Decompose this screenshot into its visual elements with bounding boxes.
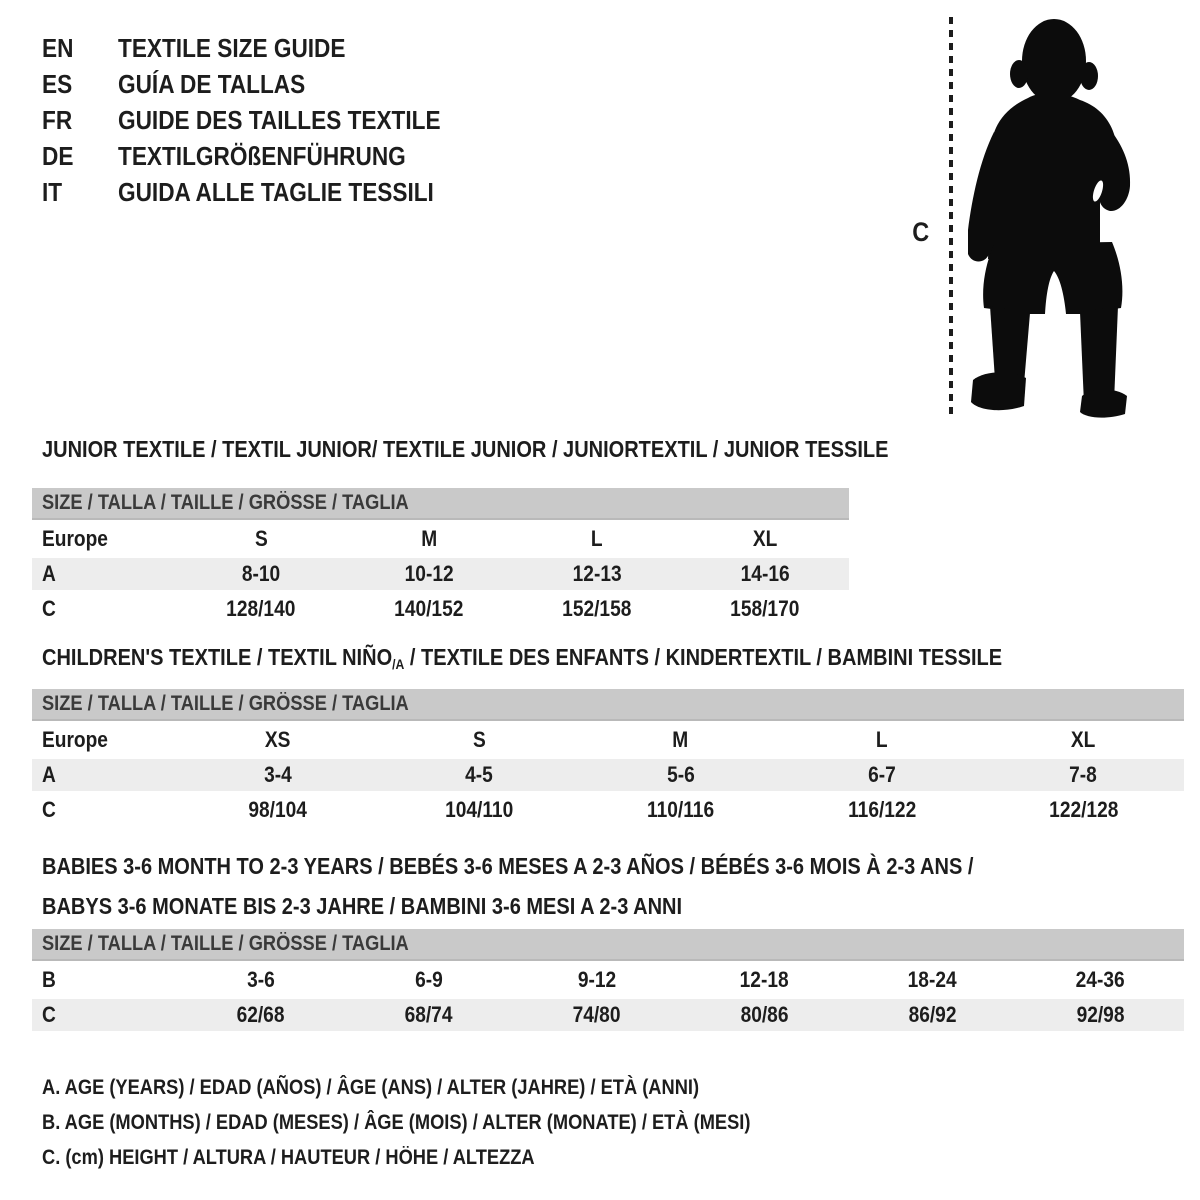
size-value-cell: 8-10 <box>241 561 281 586</box>
language-code: ES <box>42 69 73 99</box>
children-section-title: CHILDREN'S TEXTILE / TEXTIL NIÑO/A / TEXTILE DES ENFANTS / KINDERTEXTIL / BAMBINI TESSILE <box>42 644 1003 672</box>
language-row-it <box>42 174 489 210</box>
size-value-cell: 122/128 <box>1048 797 1118 822</box>
row-label: Europe <box>42 727 108 752</box>
measurement-legend <box>42 1070 856 1175</box>
size-header-bar <box>32 929 1184 961</box>
table-row <box>32 794 1184 826</box>
size-value-cell: L <box>591 526 603 551</box>
row-label: Europe <box>42 526 108 551</box>
language-code: EN <box>42 33 74 63</box>
junior-section-title: JUNIOR TEXTILE / TEXTIL JUNIOR/ TEXTILE JUNIOR / JUNIORTEXTIL / JUNIOR TESSILE <box>42 436 889 462</box>
table-row <box>32 523 849 555</box>
legend-age-months: B. AGE (MONTHS) / EDAD (MESES) / ÂGE (MOIS) / ALTER (MONATE) / ETÀ (MESI) <box>42 1111 751 1134</box>
language-row-de <box>42 138 489 174</box>
size-value-cell: XL <box>1071 727 1096 752</box>
size-value-cell: 10-12 <box>404 561 454 586</box>
guide-title-fr: GUIDE DES TAILLES TEXTILE <box>118 105 441 135</box>
guide-title-en: TEXTILE SIZE GUIDE <box>118 33 346 63</box>
babies-title-line2: BABYS 3-6 MONATE BIS 2-3 JAHRE / BAMBINI 3-6 MESI A 2-3 ANNI <box>42 893 683 919</box>
size-value-cell: 158/170 <box>730 596 800 621</box>
height-dashed-line-icon <box>949 17 953 417</box>
guide-title-es: GUÍA DE TALLAS <box>118 69 306 99</box>
size-value-cell: L <box>876 727 888 752</box>
table-row <box>32 593 849 625</box>
toddler-silhouette-icon <box>967 14 1139 419</box>
size-header-label: SIZE / TALLA / TAILLE / GRÖSSE / TAGLIA <box>42 932 409 955</box>
row-label: C <box>42 596 56 621</box>
size-value-cell: 152/158 <box>562 596 632 621</box>
size-value-cell: XL <box>752 526 778 551</box>
height-measure-figure <box>905 14 1150 422</box>
size-value-cell: 3-4 <box>263 762 292 787</box>
language-row-es <box>42 66 489 102</box>
height-measure-label: C <box>912 217 930 247</box>
row-label: B <box>42 967 56 992</box>
size-value-cell: S <box>254 526 268 551</box>
size-value-cell: M <box>421 526 437 551</box>
children-size-table <box>32 689 1184 826</box>
size-header-bar <box>32 488 849 520</box>
size-header-label: SIZE / TALLA / TAILLE / GRÖSSE / TAGLIA <box>42 692 409 715</box>
table-row <box>32 999 1184 1031</box>
row-label: C <box>42 1002 56 1027</box>
junior-size-table <box>32 488 849 625</box>
language-code: DE <box>42 141 74 171</box>
size-value-cell: 24-36 <box>1075 967 1125 992</box>
size-value-cell: 74/80 <box>572 1002 621 1027</box>
size-header-bar <box>32 689 1184 721</box>
size-value-cell: 6-9 <box>414 967 443 992</box>
size-value-cell: XS <box>264 727 291 752</box>
size-value-cell: 5-6 <box>666 762 695 787</box>
language-row-en <box>42 30 489 66</box>
size-value-cell: 86/92 <box>908 1002 957 1027</box>
size-value-cell: S <box>472 727 486 752</box>
row-label: A <box>42 561 56 586</box>
babies-section-title <box>42 846 1113 926</box>
language-row-fr <box>42 102 489 138</box>
size-value-cell: M <box>672 727 689 752</box>
language-code: IT <box>42 177 63 207</box>
size-value-cell: 12-18 <box>739 967 789 992</box>
table-row <box>32 964 1184 996</box>
legend-age-years: A. AGE (YEARS) / EDAD (AÑOS) / ÂGE (ANS) / ALTER (JAHRE) / ETÀ (ANNI) <box>42 1076 700 1099</box>
size-value-cell: 128/140 <box>226 596 296 621</box>
size-value-cell: 92/98 <box>1076 1002 1125 1027</box>
table-row <box>32 759 1184 791</box>
row-label: A <box>42 762 56 787</box>
language-code: FR <box>42 105 73 135</box>
babies-size-table <box>32 929 1184 1031</box>
guide-title-de: TEXTILGRÖßENFÜHRUNG <box>118 141 406 171</box>
language-title-list <box>42 30 489 210</box>
size-value-cell: 3-6 <box>247 967 275 992</box>
nino-a-subscript: /A <box>392 656 405 672</box>
babies-title-line1: BABIES 3-6 MONTH TO 2-3 YEARS / BEBÉS 3-6 MESES A 2-3 AÑOS / BÉBÉS 3-6 MOIS À 2-3 ANS / <box>42 853 974 879</box>
legend-height-cm: C. (cm) HEIGHT / ALTURA / HAUTEUR / HÖHE / ALTEZZA <box>42 1146 535 1169</box>
size-header-label: SIZE / TALLA / TAILLE / GRÖSSE / TAGLIA <box>42 491 409 514</box>
size-value-cell: 110/116 <box>646 797 715 822</box>
guide-title-it: GUIDA ALLE TAGLIE TESSILI <box>118 177 434 207</box>
size-value-cell: 140/152 <box>394 596 464 621</box>
size-value-cell: 14-16 <box>740 561 790 586</box>
size-value-cell: 4-5 <box>465 762 493 787</box>
size-value-cell: 6-7 <box>868 762 896 787</box>
table-row <box>32 724 1184 756</box>
size-value-cell: 12-13 <box>572 561 622 586</box>
size-value-cell: 104/110 <box>445 797 514 822</box>
size-value-cell: 68/74 <box>404 1002 453 1027</box>
size-value-cell: 9-12 <box>577 967 616 992</box>
size-value-cell: 98/104 <box>248 797 307 822</box>
table-row <box>32 558 849 590</box>
size-value-cell: 62/68 <box>236 1002 285 1027</box>
size-value-cell: 7-8 <box>1069 762 1098 787</box>
size-value-cell: 80/86 <box>740 1002 789 1027</box>
size-value-cell: 18-24 <box>907 967 957 992</box>
row-label: C <box>42 797 56 822</box>
size-value-cell: 116/122 <box>847 797 916 822</box>
